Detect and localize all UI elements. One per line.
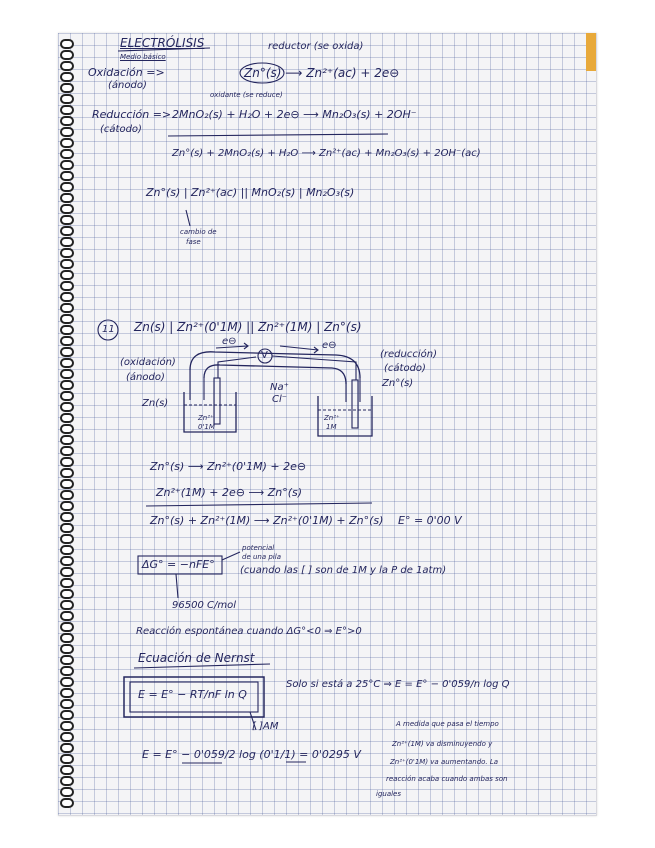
binding-ring bbox=[60, 402, 74, 412]
binding-ring bbox=[60, 754, 74, 764]
nernst-25c: Solo si está a 25°C ⇒ E = E° − 0'059/n log Q bbox=[286, 679, 510, 690]
spiral-binding bbox=[58, 33, 76, 815]
gibbs-equation: ΔG° = −nFE° bbox=[142, 558, 215, 571]
binding-ring bbox=[60, 556, 74, 566]
page-tab bbox=[586, 33, 596, 71]
right-solution-ion: Zn²⁺ bbox=[324, 414, 340, 422]
diagram-reduction-label: (reducción) bbox=[380, 349, 437, 360]
binding-ring bbox=[60, 435, 74, 445]
binding-ring bbox=[60, 666, 74, 676]
potential-note: potencial bbox=[242, 544, 275, 552]
binding-ring bbox=[60, 743, 74, 753]
binding-ring bbox=[60, 248, 74, 258]
binding-ring bbox=[60, 512, 74, 522]
phase-change-note: cambio de bbox=[180, 228, 217, 236]
diagram-anode-label: (ánodo) bbox=[126, 372, 165, 383]
binding-ring bbox=[60, 39, 74, 49]
anode-label: (ánodo) bbox=[108, 80, 147, 91]
reductor-annotation: reductor (se oxida) bbox=[268, 41, 364, 52]
binding-ring bbox=[60, 490, 74, 500]
binding-ring bbox=[60, 50, 74, 60]
binding-ring bbox=[60, 193, 74, 203]
binding-ring bbox=[60, 83, 74, 93]
standard-potential: E° = 0'00 V bbox=[398, 514, 462, 527]
time-note-line-4: reacción acaba cuando ambas son bbox=[386, 775, 508, 783]
cell-notation: Zn°(s) | Zn²⁺(ac) || MnO₂(s) | Mn₂O₃(s) bbox=[146, 186, 355, 199]
binding-ring bbox=[60, 578, 74, 588]
binding-ring bbox=[60, 468, 74, 478]
binding-ring bbox=[60, 336, 74, 346]
half-reaction-reduction: Zn²⁺(1M) + 2e⊖ ⟶ Zn°(s) bbox=[156, 486, 303, 499]
oxidation-equation: Zn°(s) ⟶ Zn²⁺(ac) + 2e⊖ bbox=[244, 66, 400, 80]
binding-ring bbox=[60, 710, 74, 720]
half-reaction-oxidation: Zn°(s) ⟶ Zn²⁺(0'1M) + 2e⊖ bbox=[150, 460, 307, 473]
binding-ring bbox=[60, 787, 74, 797]
binding-ring bbox=[60, 138, 74, 148]
binding-ring bbox=[60, 413, 74, 423]
time-note-line-1: A medida que pasa el tiempo bbox=[396, 720, 499, 728]
binding-ring bbox=[60, 391, 74, 401]
binding-ring bbox=[60, 534, 74, 544]
binding-ring bbox=[60, 699, 74, 709]
binding-ring bbox=[60, 424, 74, 434]
potential-note-2: de una pila bbox=[242, 553, 281, 561]
left-solution-ion: Zn²⁺ bbox=[198, 414, 214, 422]
binding-ring bbox=[60, 369, 74, 379]
right-solution-conc: 1M bbox=[326, 423, 337, 431]
binding-ring bbox=[60, 479, 74, 489]
binding-ring bbox=[60, 732, 74, 742]
binding-ring bbox=[60, 204, 74, 214]
binding-ring bbox=[60, 72, 74, 82]
binding-ring bbox=[60, 446, 74, 456]
binding-ring bbox=[60, 116, 74, 126]
salt-bridge-anion: Cl⁻ bbox=[272, 394, 288, 405]
overall-reaction: Zn°(s) + Zn²⁺(1M) ⟶ Zn²⁺(0'1M) + Zn°(s) bbox=[150, 514, 384, 527]
binding-ring bbox=[60, 644, 74, 654]
electron-left: e⊖ bbox=[222, 336, 237, 347]
reduction-equation: 2MnO₂(s) + H₂O + 2e⊖ ⟶ Mn₂O₃(s) + 2OH⁻ bbox=[172, 108, 417, 121]
binding-ring bbox=[60, 611, 74, 621]
spontaneity-rule: Reacción espontánea cuando ΔG°<0 ⇒ E°>0 bbox=[136, 626, 362, 637]
binding-ring bbox=[60, 457, 74, 467]
binding-ring bbox=[60, 259, 74, 269]
salt-bridge-cation: Na⁺ bbox=[270, 382, 289, 393]
binding-ring bbox=[60, 171, 74, 181]
binding-ring bbox=[60, 523, 74, 533]
binding-ring bbox=[60, 61, 74, 71]
nernst-title: Ecuación de Nernst bbox=[138, 651, 255, 665]
nernst-calculation: E = E° − 0'059/2 log (0'1/1) = 0'0295 V bbox=[142, 748, 361, 761]
page-title: ELECTRÓLISIS bbox=[120, 36, 205, 50]
phase-change-note-2: fase bbox=[186, 238, 201, 246]
nernst-concentration-note: [ ]AM bbox=[252, 721, 279, 732]
time-note-line-5: iguales bbox=[376, 790, 402, 798]
left-electrode-label: Zn(s) bbox=[142, 398, 169, 409]
binding-ring bbox=[60, 226, 74, 236]
binding-ring bbox=[60, 358, 74, 368]
diagram-cathode-label: (cátodo) bbox=[384, 363, 426, 374]
binding-ring bbox=[60, 149, 74, 159]
binding-ring bbox=[60, 347, 74, 357]
binding-ring bbox=[60, 798, 74, 808]
binding-ring bbox=[60, 380, 74, 390]
binding-ring bbox=[60, 160, 74, 170]
binding-ring bbox=[60, 567, 74, 577]
binding-ring bbox=[60, 127, 74, 137]
electron-right: e⊖ bbox=[322, 340, 337, 351]
binding-ring bbox=[60, 292, 74, 302]
diagram-oxidation-label: (oxidación) bbox=[120, 357, 176, 368]
cathode-label: (cátodo) bbox=[100, 124, 142, 135]
binding-ring bbox=[60, 215, 74, 225]
binding-ring bbox=[60, 776, 74, 786]
binding-ring bbox=[60, 622, 74, 632]
binding-ring bbox=[60, 94, 74, 104]
medium-note: Medio básico bbox=[120, 53, 166, 61]
concentration-cell: Zn(s) | Zn²⁺(0'1M) || Zn²⁺(1M) | Zn°(s) bbox=[134, 320, 362, 334]
exercise-number: 11 bbox=[102, 324, 115, 335]
reduction-label: Reducción => bbox=[92, 108, 172, 121]
binding-ring bbox=[60, 589, 74, 599]
binding-ring bbox=[60, 655, 74, 665]
oxidation-label: Oxidación => bbox=[88, 66, 165, 79]
binding-ring bbox=[60, 688, 74, 698]
time-note-line-3: Zn²⁺(0'1M) va aumentando. La bbox=[390, 758, 499, 766]
binding-ring bbox=[60, 633, 74, 643]
binding-ring bbox=[60, 545, 74, 555]
binding-ring bbox=[60, 105, 74, 115]
binding-ring bbox=[60, 721, 74, 731]
binding-ring bbox=[60, 325, 74, 335]
right-electrode-label: Zn°(s) bbox=[382, 378, 414, 389]
left-solution-conc: 0'1M bbox=[198, 423, 215, 431]
binding-ring bbox=[60, 677, 74, 687]
faraday-constant: 96500 C/mol bbox=[172, 600, 236, 611]
binding-ring bbox=[60, 765, 74, 775]
binding-ring bbox=[60, 501, 74, 511]
standard-conditions: (cuando las [ ] son de 1M y la P de 1atm) bbox=[240, 565, 447, 576]
voltmeter-icon: V bbox=[261, 350, 268, 361]
binding-ring bbox=[60, 281, 74, 291]
nernst-equation: E = E° − RT/nF ln Q bbox=[138, 688, 247, 701]
oxidant-annotation: oxidante (se reduce) bbox=[210, 91, 283, 99]
binding-ring bbox=[60, 270, 74, 280]
binding-ring bbox=[60, 182, 74, 192]
binding-ring bbox=[60, 314, 74, 324]
binding-ring bbox=[60, 600, 74, 610]
binding-ring bbox=[60, 303, 74, 313]
binding-ring bbox=[60, 237, 74, 247]
time-note-line-2: Zn²⁺(1M) va disminuyendo y bbox=[392, 740, 493, 748]
overall-equation: Zn°(s) + 2MnO₂(s) + H₂O ⟶ Zn²⁺(ac) + Mn₂O₃(s) + 2OH⁻(ac) bbox=[172, 148, 481, 159]
